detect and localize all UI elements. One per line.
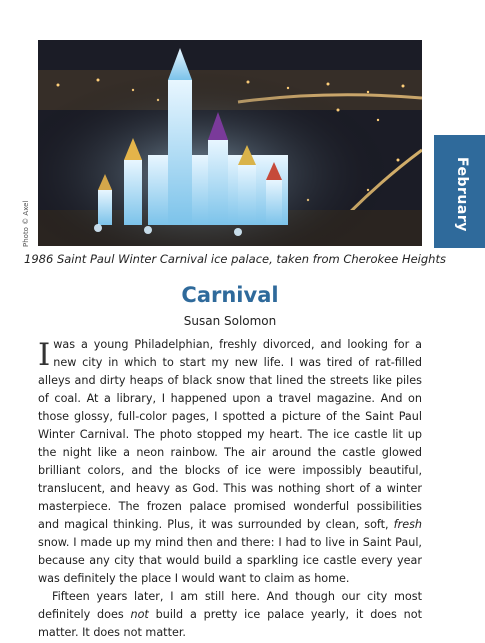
- photo-caption: 1986 Saint Paul Winter Carnival ice palace, taken from Cherokee Heights: [24, 252, 446, 266]
- month-tab-label: February: [454, 157, 470, 232]
- article-author: Susan Solomon: [183, 314, 277, 328]
- ice-palace-photo: [38, 40, 422, 246]
- emphasis-fresh: fresh: [393, 518, 422, 531]
- paragraph-1-text-a: was a young Philadelphian, freshly divorced, and looking for a new city in which to start my new life. I was tired of rat-filled alleys and dirty heaps of black snow that lined the streets like piles of coal. At a library, I happened upon a travel magazine. And on those glossy, full-color pages, I spotted a picture of the Saint Paul Winter Carnival. The photo stopped my heart. The ice castle lit up the night like a neon rainbow. The air around the castle glowed brilliant colors, and the blocks of ice were impossibly beautiful, translucent, and heavy as God. This was nothing short of a winter masterpiece. The frozen palace promised wonderful possibilities and magical thinking. Plus, it was surrounded by clean, soft,: [38, 338, 422, 531]
- ice-palace-illustration: [38, 40, 422, 246]
- paragraph-2: [38, 588, 422, 642]
- paragraph-1: [38, 336, 422, 588]
- paragraph-2-text-a: Fifteen years later, I am still here. And though our city most definitely does: [38, 590, 422, 621]
- paragraph-2-text-b: build a pretty ice palace yearly, it does not matter. It does not matter.: [38, 608, 422, 639]
- photo-credit: Photo © Axel: [22, 200, 30, 247]
- article-title: Carnival: [181, 283, 279, 307]
- article-body: [38, 336, 422, 642]
- drop-cap: I: [38, 337, 51, 373]
- emphasis-not: not: [130, 608, 149, 621]
- paragraph-1-text-b: snow. I made up my mind then and there: I had to live in Saint Paul, because any city that would build a sparkling ice castle every year was definitely the place I would want to claim as home.: [38, 536, 422, 585]
- month-tab: [434, 135, 485, 248]
